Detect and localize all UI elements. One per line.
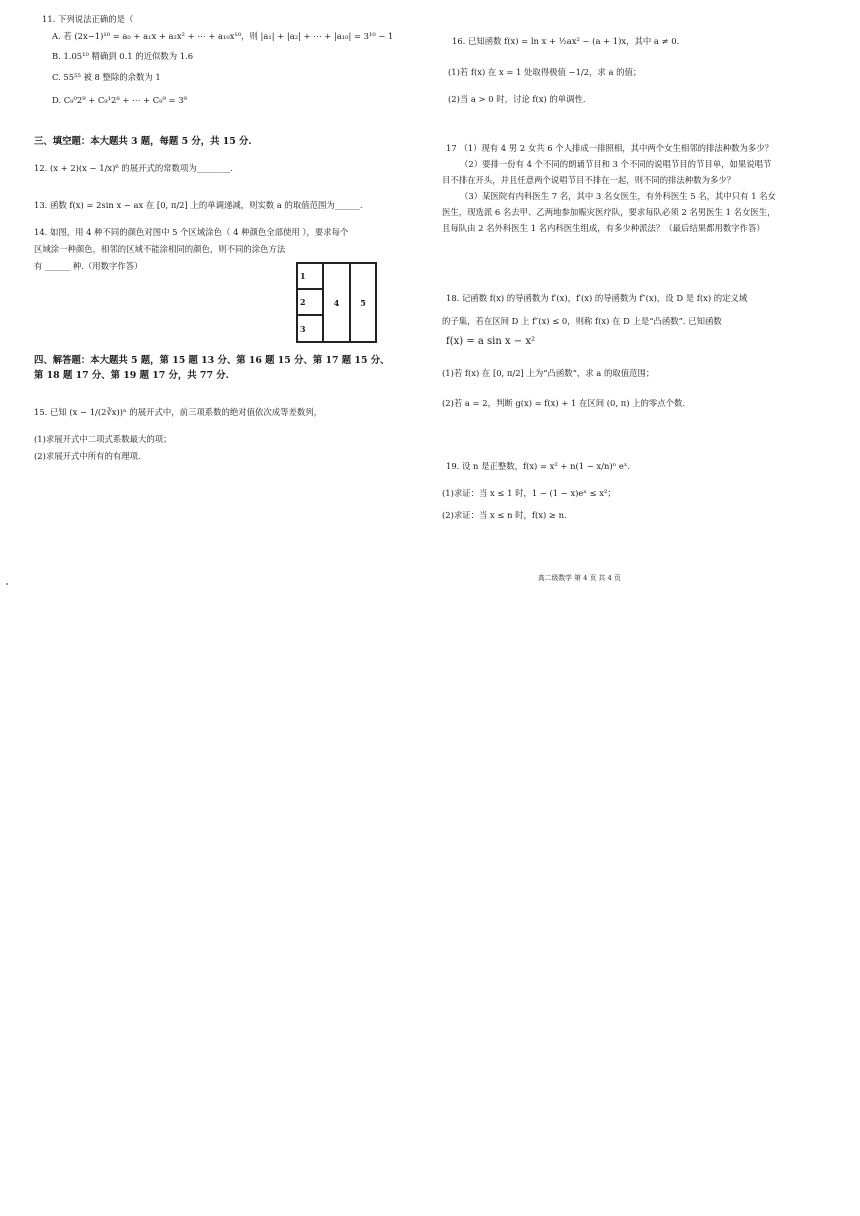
- q17-line-1: 17 （1）现有 4 男 2 女共 6 个人排成一排照相，其中两个女生相邻的排法种数为多少？: [446, 143, 773, 153]
- q14-line-3: 有 ______ 种.（用数字作答）: [34, 261, 143, 271]
- q15-stem: 15. 已知 (x − 1/(2∛x))ⁿ 的展开式中，前三项系数的绝对值依次成等差数列，: [34, 407, 322, 417]
- q11-option-d: D. C₉⁰2⁹ + C₉¹2⁸ + ⋯ + C₉⁹ = 3⁹: [52, 95, 187, 105]
- q18-part-2: (2)若 a = 2，判断 g(x) = f(x) + 1 在区间 (0, π) 上的零点个数.: [442, 398, 686, 408]
- q17-line-2: （2）要排一份有 4 个不同的朗诵节目和 3 个不同的说唱节目的节目单，如果说唱节: [460, 159, 772, 169]
- q17-line-3: 目不排在开头，并且任意两个说唱节目不排在一起，则不同的排法种数为多少？: [442, 175, 736, 185]
- q18-line-2: 的子集，若在区间 D 上 f″(x) ≤ 0，则称 f(x) 在 D 上是“凸函数”. 已知函数: [442, 316, 722, 326]
- question-12: 12. (x + 2)(x − 1/x)⁶ 的展开式的常数项为________.: [34, 163, 233, 173]
- q14-line-1: 14. 如图，用 4 种不同的颜色对图中 5 个区域涂色（ 4 种颜色全部使用 ），要求每个: [34, 227, 349, 237]
- coloring-region-diagram: [296, 262, 377, 343]
- q18-part-1: (1)若 f(x) 在 [0, π/2] 上为“凸函数”，求 a 的取值范围；: [442, 368, 655, 378]
- q16-stem: 16. 已知函数 f(x) = ln x + ½ax² − (a + 1)x，其中 a ≠ 0.: [452, 36, 680, 46]
- q19-part-1: (1)求证：当 x ≤ 1 时，1 − (1 − x)eˣ ≤ x²；: [442, 488, 616, 498]
- region-3: 3: [297, 315, 323, 342]
- page-footer: 高二级数学 第 4 页 共 4 页: [538, 574, 621, 582]
- q14-line-2: 区域涂一种颜色，相邻的区域不能涂相同的颜色，则不同的涂色方法: [34, 244, 286, 254]
- region-4: 4: [323, 263, 350, 342]
- q17-line-6: 且每队由 2 名外科医生 1 名内科医生组成，有多少种派法？（最后结果都用数字作答）: [442, 223, 765, 233]
- region-1: 1: [297, 263, 323, 289]
- q11-stem: 11. 下列说法正确的是（: [42, 14, 134, 24]
- q17-line-5: 医生，现选派 6 名去甲、乙两地参加赈灾医疗队，要求每队必须 2 名男医生 1 名女医生，: [442, 207, 776, 217]
- question-13: 13. 函数 f(x) = 2sin x − ax 在 [0, π/2] 上的单调递减，则实数 a 的取值范围为______.: [34, 200, 363, 210]
- q17-line-4: （3）某医院有内科医生 7 名，其中 3 名女医生，有外科医生 5 名，其中只有 1 名女: [460, 191, 776, 201]
- section-4-line-1: 四、解答题：本大题共 5 题，第 15 题 13 分、第 16 题 15 分、第 17 题 15 分、: [34, 355, 390, 366]
- q16-part-1: (1)若 f(x) 在 x = 1 处取得极值 −1/2，求 a 的值；: [448, 67, 642, 77]
- q16-part-2: (2)当 a > 0 时，讨论 f(x) 的单调性.: [448, 94, 586, 104]
- q15-part-1: (1)求展开式中二项式系数最大的项；: [34, 434, 172, 444]
- q11-option-a: A. 若 (2x−1)¹⁰ = a₀ + a₁x + a₂x² + ⋯ + a₁₀x¹⁰，则 |a₁| + |a₂| + ⋯ + |a₁₀| = 3¹⁰ − 1: [52, 31, 394, 41]
- section-3-heading: 三、填空题：本大题共 3 题，每题 5 分，共 15 分.: [34, 136, 252, 147]
- q19-part-2: (2)求证：当 x ≤ n 时，f(x) ≥ n.: [442, 510, 567, 520]
- region-2: 2: [297, 289, 323, 315]
- q11-option-c: C. 55⁵⁵ 被 8 整除的余数为 1: [52, 72, 161, 82]
- q11-option-b: B. 1.05¹⁰ 精确到 0.1 的近似数为 1.6: [52, 51, 194, 61]
- section-4-line-2: 第 18 题 17 分、第 19 题 17 分，共 77 分.: [34, 370, 229, 381]
- scan-speck: [6, 583, 8, 585]
- region-5: 5: [350, 263, 376, 342]
- q18-line-1: 18. 记函数 f(x) 的导函数为 f′(x)，f′(x) 的导函数为 f″(x)，设 D 是 f(x) 的定义域: [446, 293, 748, 303]
- q18-function: f(x) = a sin x − x²: [446, 336, 535, 347]
- q19-stem: 19. 设 n 是正整数，f(x) = x² + n(1 − x/n)ⁿ eˣ.: [446, 461, 631, 471]
- q15-part-2: (2)求展开式中所有的有理项.: [34, 451, 141, 461]
